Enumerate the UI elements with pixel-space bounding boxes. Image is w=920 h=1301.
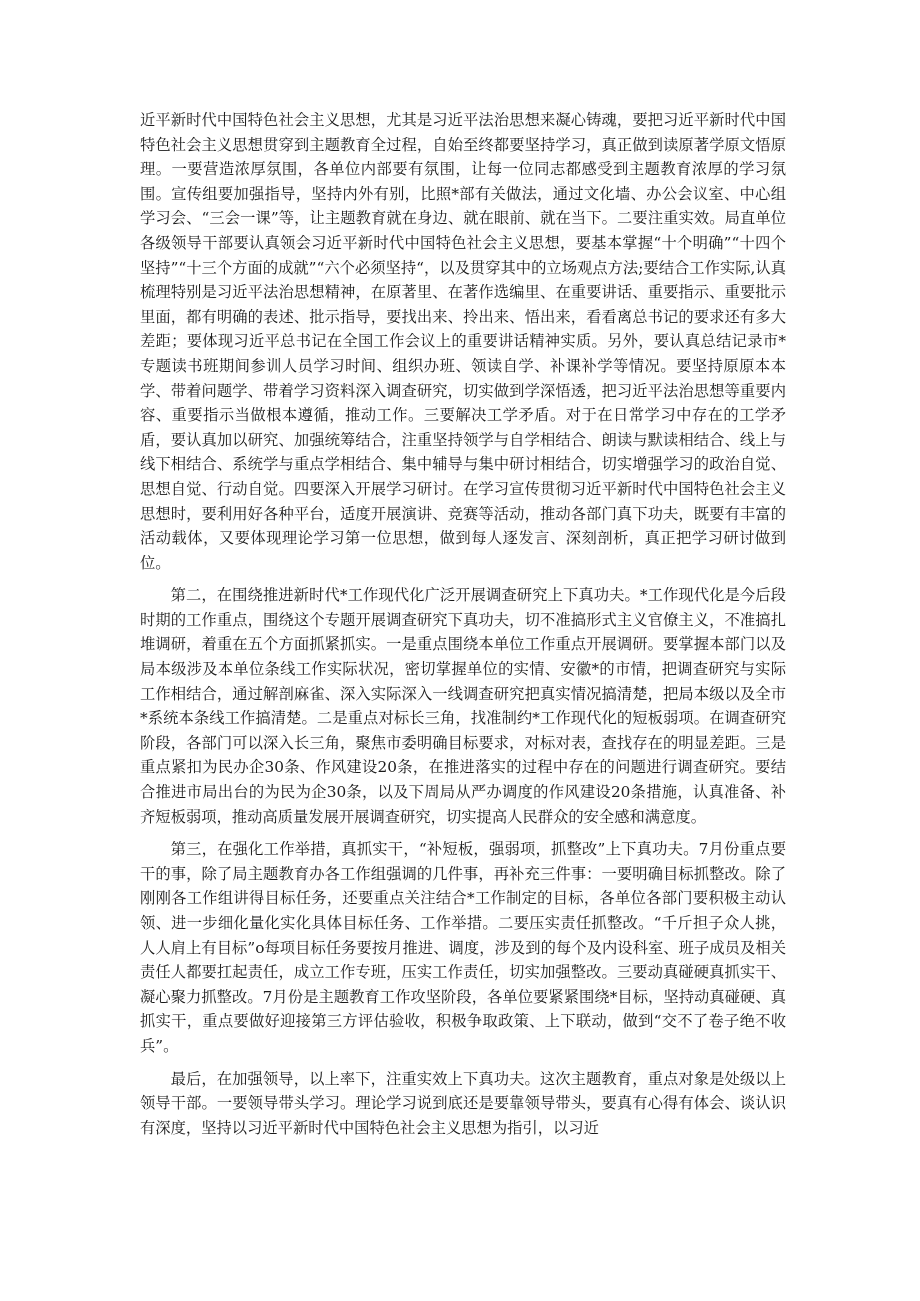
paragraph-third-point: 第三，在强化工作举措，真抓实干，“补短板，强弱项，抓整改”上下真功夫。7月份重点要干的事，除了局主题教育办各工作组强调的几件事，再补充三件事：一要明确目标抓整改。除了刚刚各工作组讲得目标任务，还要重点关注结合*工作制定的目标，各单位各部门要积极主动认领、进一步细化量化实化具体目标任务、工作举措。二要压实责任抓整改。“千斤担子众人挑，人人肩上有目标”o每项目标任务要按月推进、调度，涉及到的每个及内设科室、班子成员及相关责任人都要扛起责任，成立工作专班，压实工作责任，切实加强整改。三要动真碰硬真抓实干、凝心聚力抓整改。7月份是主题教育工作攻坚阶段，各单位要紧紧围绕*目标，坚持动真碰硬、真抓实干，重点要做好迎接第三方评估验收，积极争取政策、上下联动，做到“交不了卷子绝不收兵”。	[140, 840, 786, 1055]
document-body	[140, 108, 786, 1148]
paragraph-finally: 最后，在加强领导，以上率下，注重实效上下真功夫。这次主题教育，重点对象是处级以上领导干部。一要领导带头学习。理论学习说到底还是要靠领导带头，要真有心得有体会、谈认识有深度，坚持以习近平新时代中国特色社会主义思想为指引，以习近	[140, 1069, 786, 1137]
paragraph-second-point: 第二，在围绕推进新时代*工作现代化广泛开展调查研究上下真功夫。*工作现代化是今后段时期的工作重点，围绕这个专题开展调查研究下真功夫，切不准搞形式主义官僚主义，不准搞扎堆调研，着重在五个方面抓紧抓实。一是重点围绕本单位工作重点开展调研。要掌握本部门以及局本级涉及本单位条线工作实际状况，密切掌握单位的实情、安徽*的市情，把调查研究与实际工作相结合，通过解剖麻雀、深入实际深入一线调查研究把真实情况搞清楚，把局本级以及全市*系统本条线工作搞清楚。二是重点对标长三角，找准制约*工作现代化的短板弱项。在调查研究阶段，各部门可以深入长三角，聚焦市委明确目标要求，对标对表，查找存在的明显差距。三是重点紧扣为民办企30条、作风建设20条，在推进落实的过程中存在的问题进行调查研究。要结合推进市局出台的为民为企30条，以及下周局从严办调度的作风建设20条措施，认真准备、补齐短板弱项，推动高质量发展开展调查研究，切实提高人民群众的安全感和满意度。	[140, 586, 786, 826]
paragraph-continuation: 近平新时代中国特色社会主义思想，尤其是习近平法治思想来凝心铸魂，要把习近平新时代中国特色社会主义思想贯穿到主题教育全过程，自始至终都要坚持学习，真正做到读原著学原文悟原理。一要营造浓厚氛围，各单位内部要有氛围，让每一位同志都感受到主题教育浓厚的学习氛围。宣传组要加强指导，坚持内外有别，比照*部有关做法，通过文化墙、办公会议室、中心组学习会、“三会一课”等，让主题教育就在身边、就在眼前、就在当下。二要注重实效。局直单位各级领导干部要认真领会习近平新时代中国特色社会主义思想，要基本掌握“十个明确”“十四个坚持”“十三个方面的成就”“六个必须坚持“，以及贯穿其中的立场观点方法;要结合工作实际,认真梳理特别是习近平法治思想精神，在原著里、在著作选编里、在重要讲话、重要指示、重要批示里面，都有明确的表述、批示指导，要找出来、拎出来、悟出来，看看离总书记的要求还有多大差距；要体现习近平总书记在全国工作会议上的重要讲话精神实质。另外，要认真总结记录市*专题读书班期间参训人员学习时间、组织办班、领读自学、补课补学等情况。要坚持原原本本学、带着问题学、带着学习资料深入调查研究，切实做到学深悟透，把习近平法治思想等重要内容、重要指示当做根本遵循，推动工作。三要解决工学矛盾。对于在日常学习中存在的工学矛盾，要认真加以研究、加强统筹结合，注重坚持领学与自学相结合、朗读与默读相结合、线上与线下相结合、系统学与重点学相结合、集中辅导与集中研讨相结合，切实增强学习的政治自觉、思想自觉、行动自觉。四要深入开展学习研讨。在学习宣传贯彻习近平新时代中国特色社会主义思想时，要利用好各种平台，适度开展演讲、竞赛等活动，推动各部门真下功夫，既要有丰富的活动载体，又要体现理论学习第一位思想，做到每人逐发言、深刻剖析，真正把学习研讨做到位。	[140, 111, 786, 572]
